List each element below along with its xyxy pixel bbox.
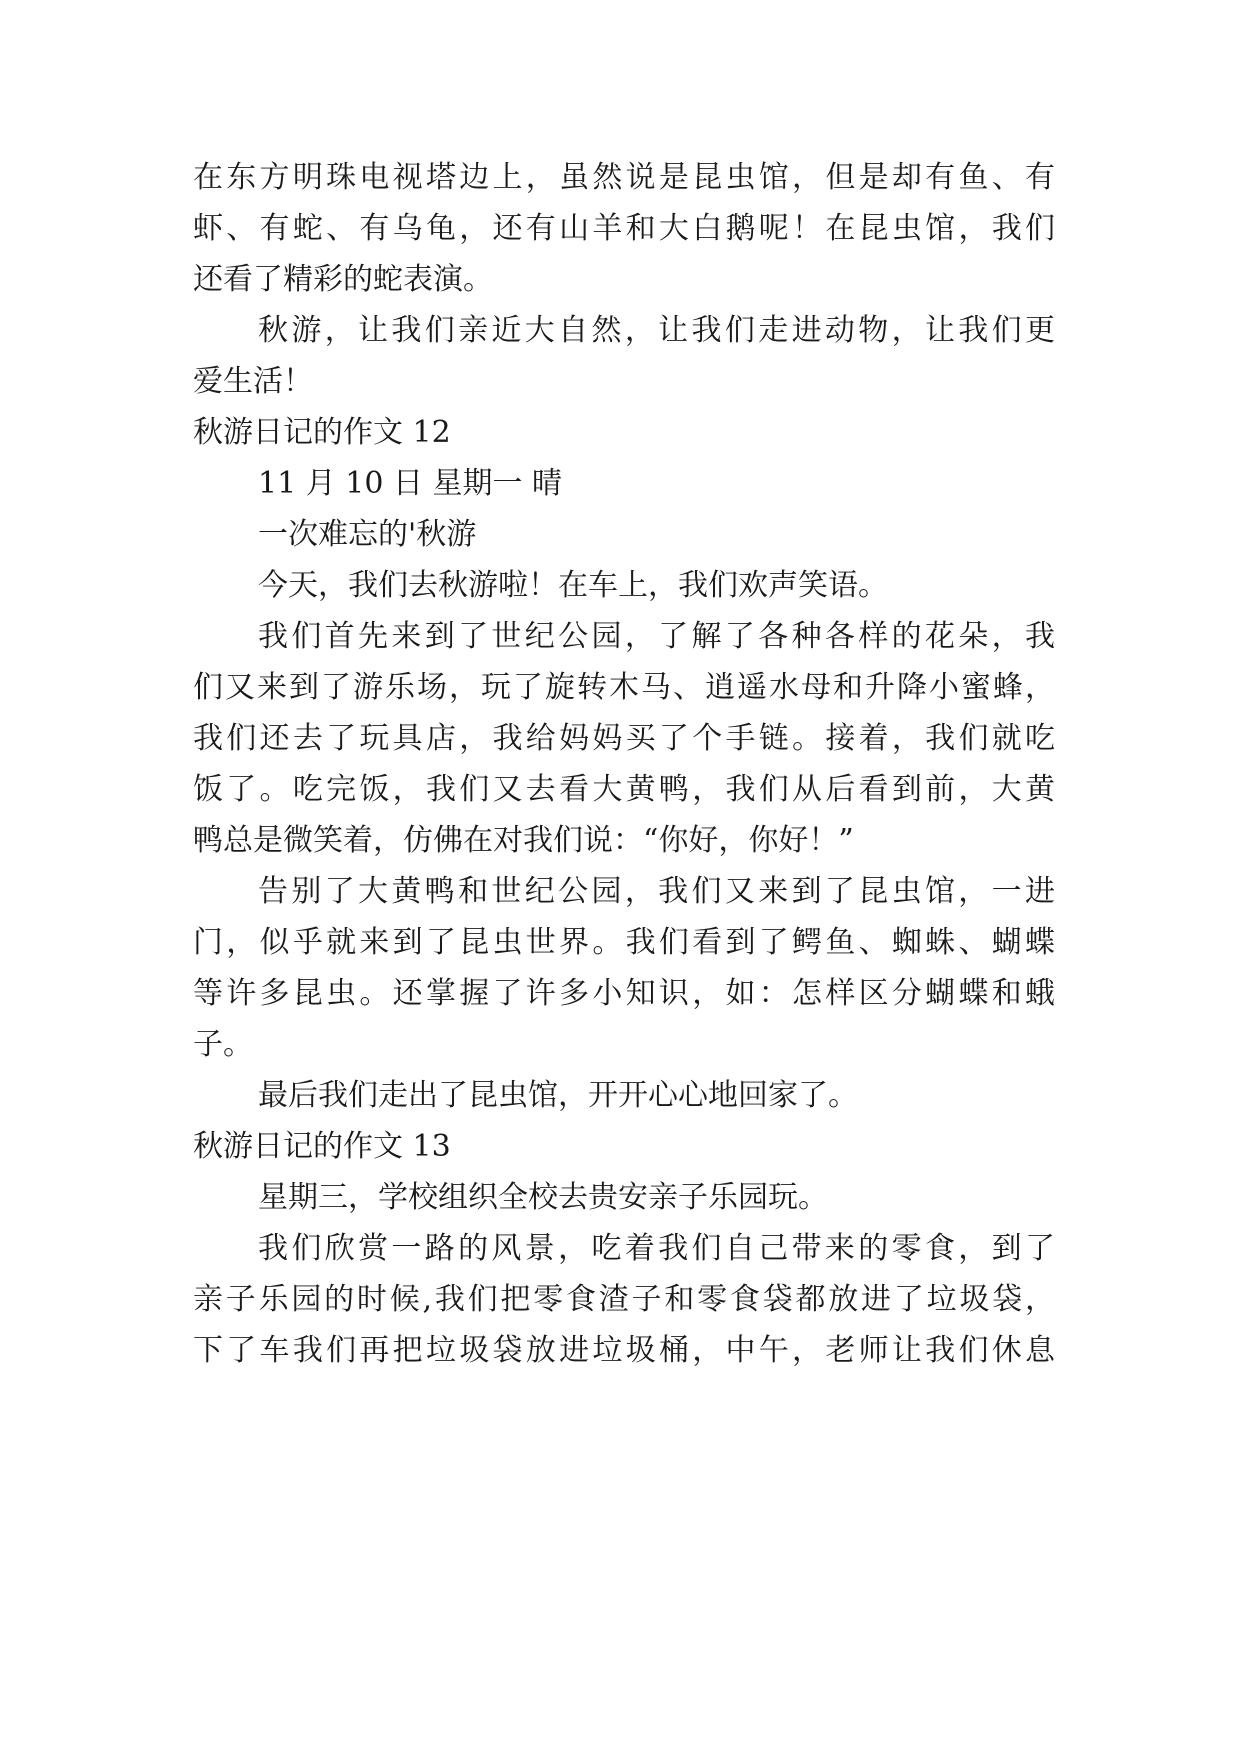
text-line: 门，似乎就来到了昆虫世界。我们看到了鳄鱼、蜘蛛、蝴蝶 [193, 925, 1055, 960]
text-line: 我们欣赏一路的风景，吃着我们自己带来的零食，到了 [258, 1231, 1055, 1266]
text-line: 秋游，让我们亲近大自然，让我们走进动物，让我们更 [258, 313, 1055, 348]
text-line: 下了车我们再把垃圾袋放进垃圾桶，中午，老师让我们休息 [193, 1333, 1055, 1368]
text-line: 子。 [193, 1027, 253, 1062]
text-line: 亲子乐园的时候,我们把零食渣子和零食袋都放进了垃圾袋， [193, 1282, 1055, 1317]
text-line: 等许多昆虫。还掌握了许多小知识，如：怎样区分蝴蝶和蛾 [193, 976, 1055, 1011]
text-line: 告别了大黄鸭和世纪公园，我们又来到了昆虫馆，一进 [258, 874, 1055, 909]
section-heading: 秋游日记的作文 13 [193, 1129, 451, 1164]
text-line: 爱生活！ [193, 364, 313, 399]
text-line: 还看了精彩的蛇表演。 [193, 262, 493, 297]
text-line: 星期三，学校组织全校去贵安亲子乐园玩。 [258, 1180, 828, 1215]
text-line: 在东方明珠电视塔边上，虽然说是昆虫馆，但是却有鱼、有 [193, 160, 1055, 195]
text-line: 最后我们走出了昆虫馆，开开心心地回家了。 [258, 1078, 858, 1113]
date-line: 11 月 10 日 星期一 晴 [258, 466, 563, 501]
text-line: 鸭总是微笑着，仿佛在对我们说：“你好，你好！” [193, 823, 854, 858]
text-line: 饭了。吃完饭，我们又去看大黄鸭，我们从后看到前，大黄 [193, 772, 1055, 807]
text-line: 我们首先来到了世纪公园，了解了各种各样的花朵，我 [258, 619, 1055, 654]
section-heading: 秋游日记的作文 12 [193, 415, 451, 450]
text-line: 虾、有蛇、有乌龟，还有山羊和大白鹅呢！在昆虫馆，我们 [193, 211, 1055, 246]
text-line: 今天，我们去秋游啦！在车上，我们欢声笑语。 [258, 568, 888, 603]
essay-title: 一次难忘的'秋游 [258, 517, 477, 552]
text-line: 我们还去了玩具店，我给妈妈买了个手链。接着，我们就吃 [193, 721, 1055, 756]
text-line: 们又来到了游乐场，玩了旋转木马、逍遥水母和升降小蜜蜂， [193, 670, 1055, 705]
